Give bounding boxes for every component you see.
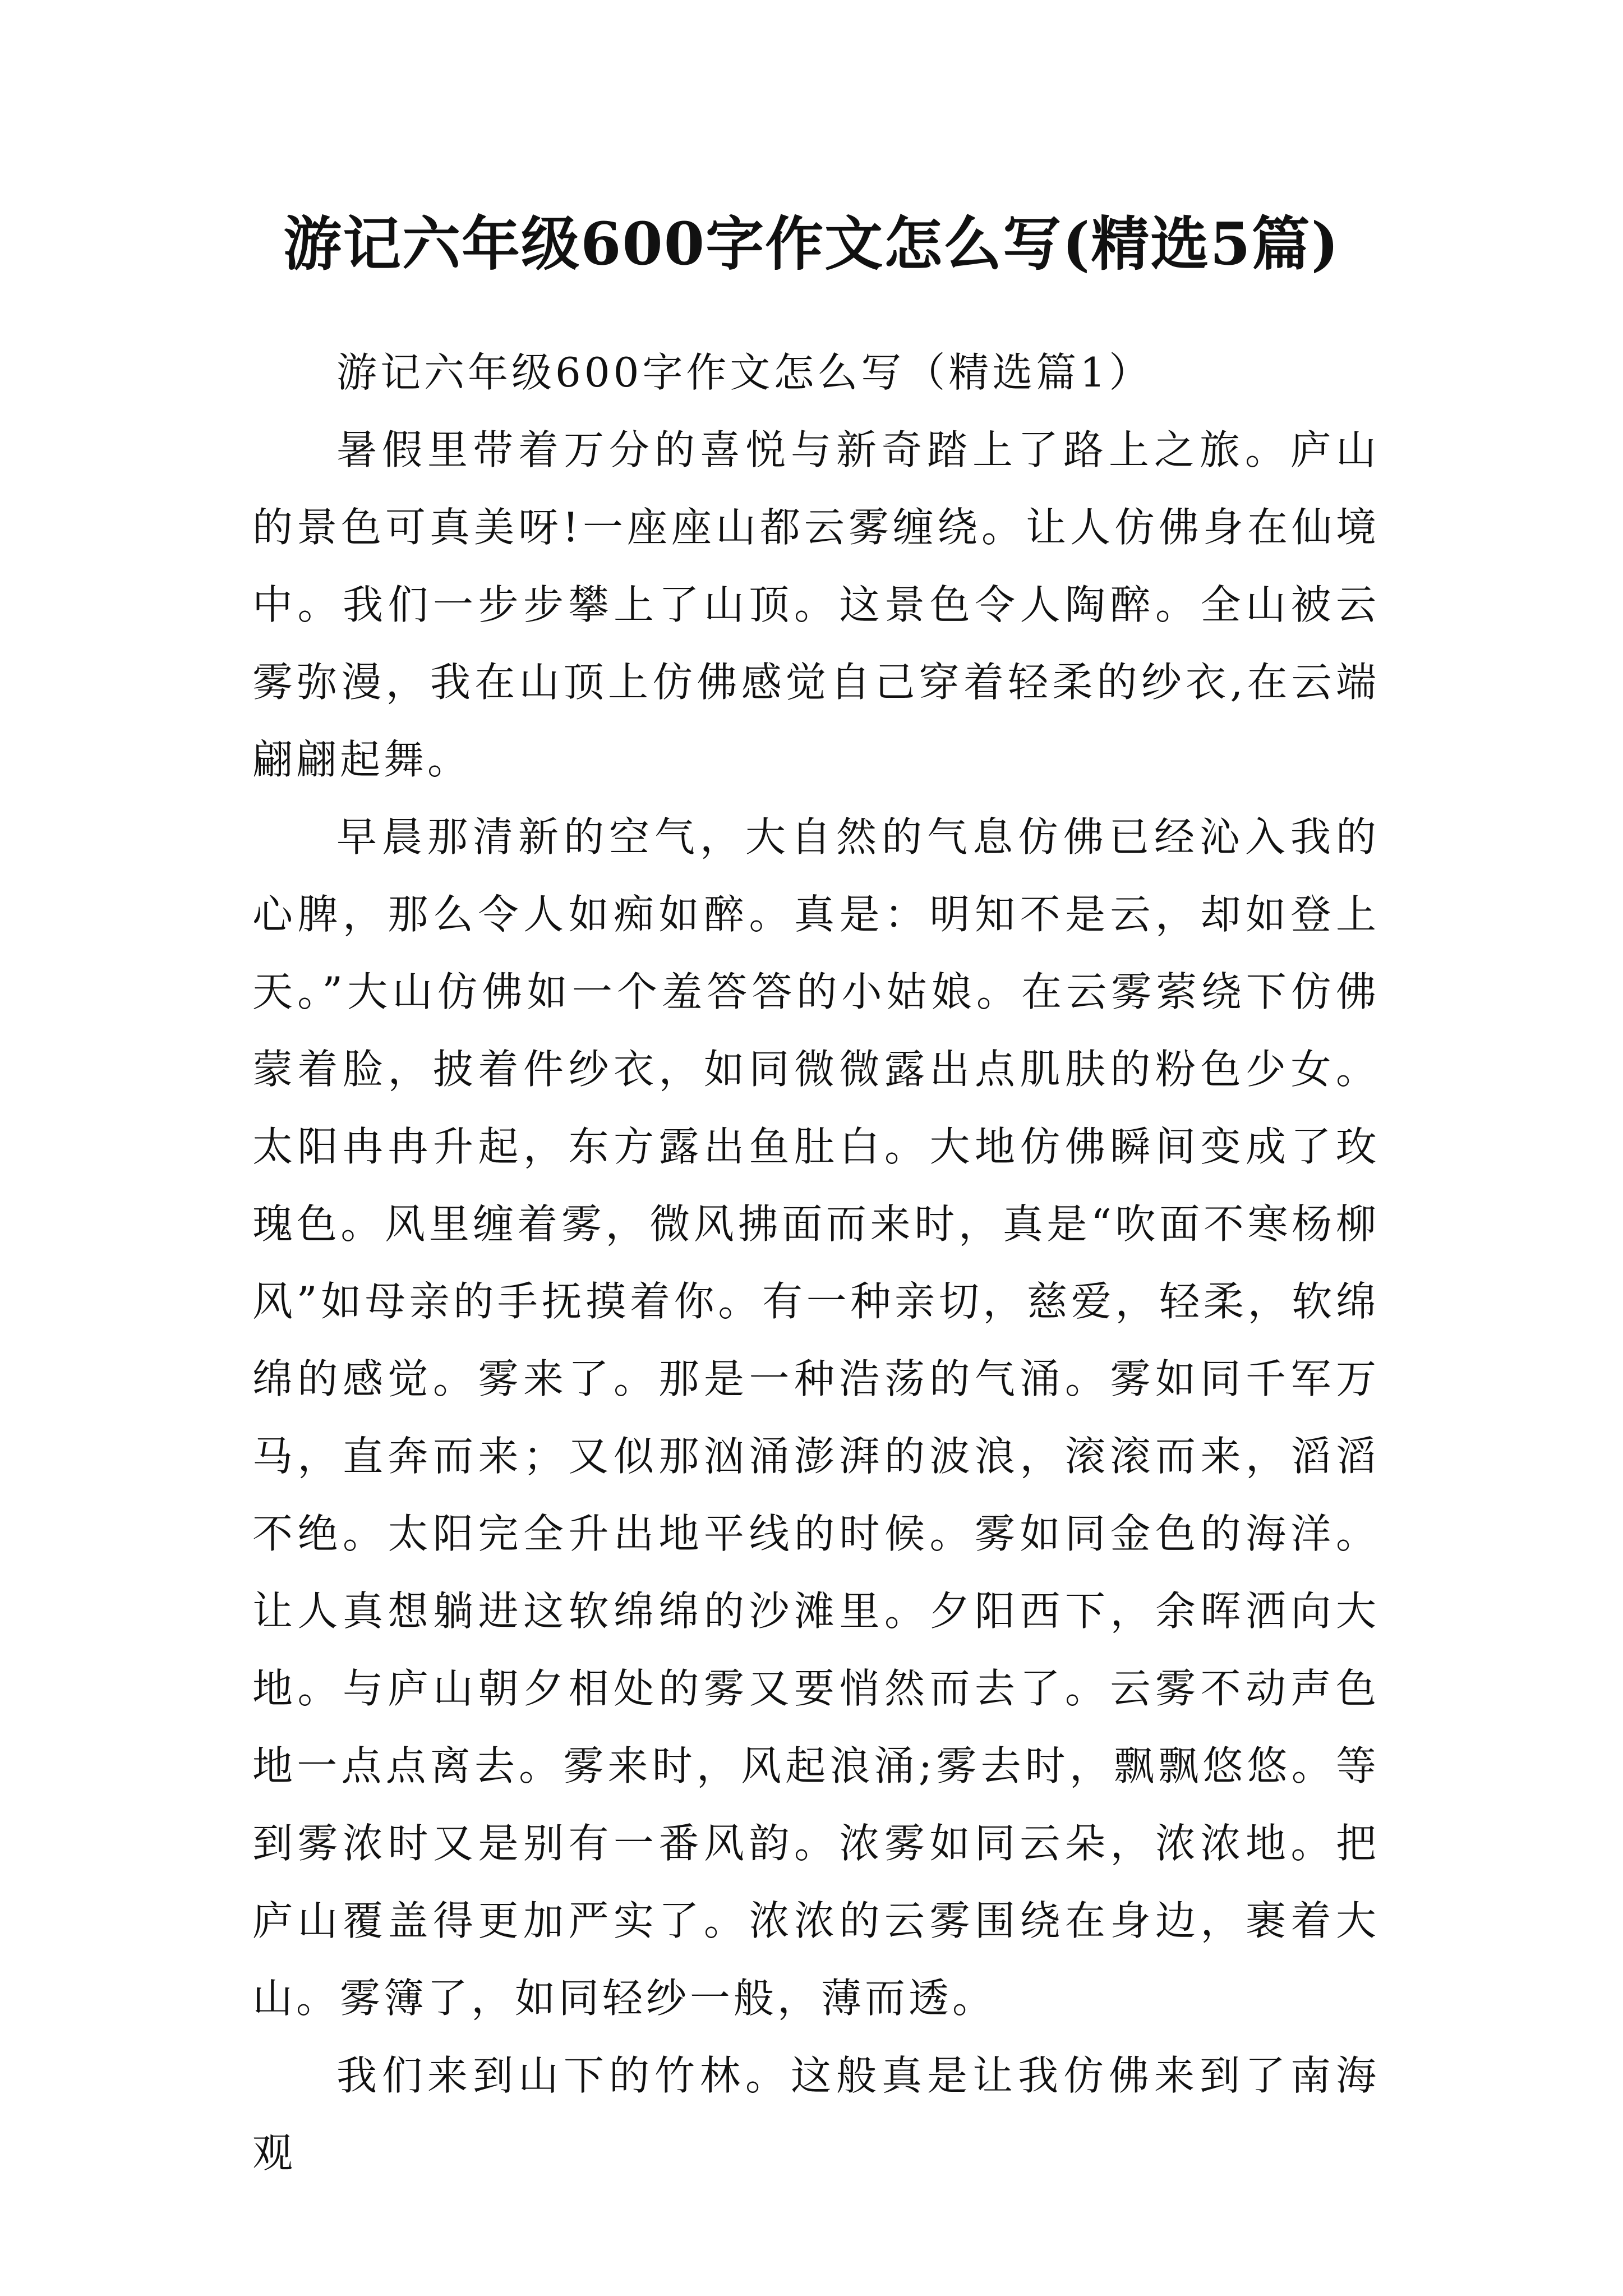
paragraph: 早晨那清新的空气，大自然的气息仿佛已经沁入我的心脾，那么令人如痴如醉。真是：明知不是云，却如登上天。”大山仿佛如一个羞答答的小姑娘。在云雾萦绕下仿佛蒙着脸，披着件纱衣，如同微微露出点肌肤的粉色少女。太阳冉冉升起，东方露出鱼肚白。大地仿佛瞬间变成了玫瑰色。风里缠着雾，微风拂面而来时，真是“吹面不寒杨柳风”如母亲的手抚摸着你。有一种亲切，慈爱，轻柔，软绵绵的感觉。雾来了。那是一种浩荡的气涌。雾如同千军万马，直奔而来；又似那汹涌澎湃的波浪，滚滚而来，滔滔不绝。太阳完全升出地平线的时候。雾如同金色的海洋。让人真想躺进这软绵绵的沙滩里。夕阳西下，余晖洒向大地。与庐山朝夕相处的雾又要悄然而去了。云雾不动声色地一点点离去。雾来时，风起浪涌;雾去时，飘飘悠悠。等到雾浓时又是别有一番风韵。浓雾如同云朵，浓浓地。把庐山覆盖得更加严实了。浓浓的云雾围绕在身边，裹着大山。雾簿了，如同轻纱一般，薄而透。 xyxy=(252,813,1380,2022)
document-body xyxy=(252,334,1380,2192)
section-heading: 游记六年级600字作文怎么写（精选篇1） xyxy=(336,349,1153,396)
paragraph: 暑假里带着万分的喜悦与新奇踏上了路上之旅。庐山的景色可真美呀!一座座山都云雾缠绕。让人仿佛身在仙境中。我们一步步攀上了山顶。这景色令人陶醉。全山被云雾弥漫，我在山顶上仿佛感觉自己穿着轻柔的纱衣,在云端翩翩起舞。 xyxy=(252,426,1380,783)
document-title: 游记六年级600字作文怎么写(精选5篇) xyxy=(283,209,1340,278)
paragraph: 我们来到山下的竹林。这般真是让我仿佛来到了南海观 xyxy=(252,2052,1380,2177)
